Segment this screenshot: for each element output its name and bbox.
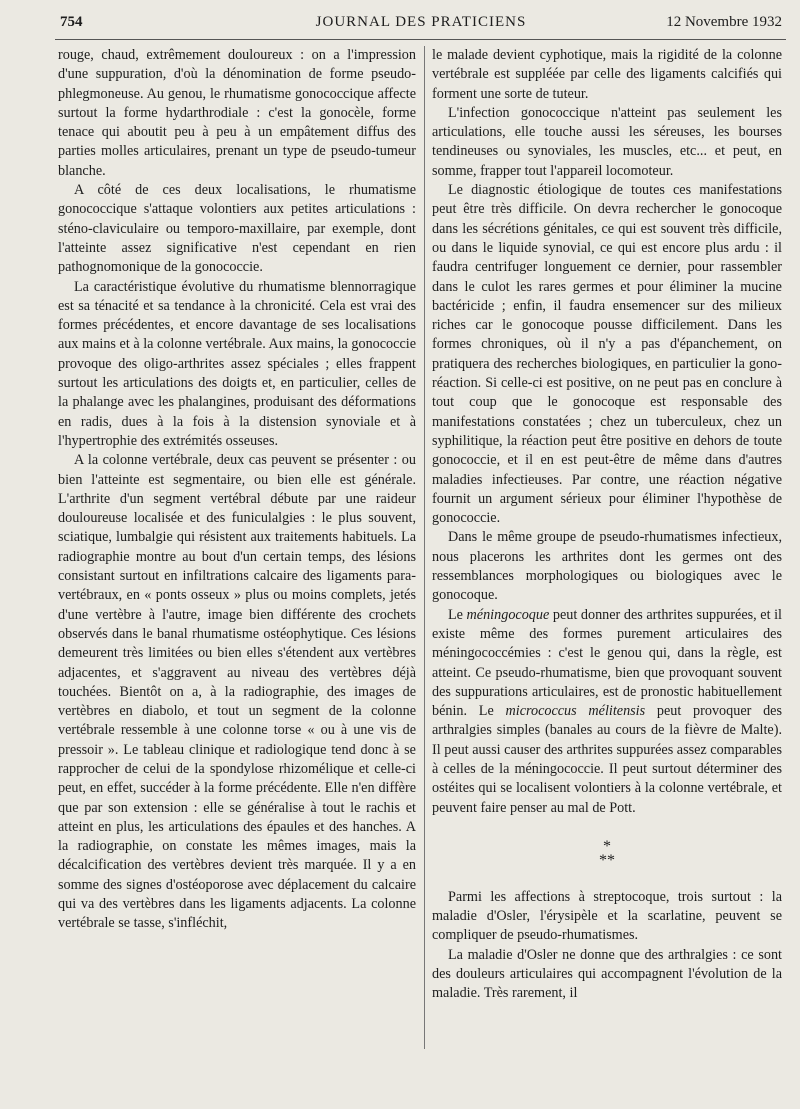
paragraph-text: le malade devient cyphotique, mais la rigidité de la colonne vertébrale est suppléée par celle des ligaments calcifiés qui forment une sorte de tuteur. bbox=[432, 47, 782, 102]
asterism-mark: ** bbox=[599, 851, 615, 869]
paragraph bbox=[58, 181, 416, 277]
paragraph bbox=[432, 528, 782, 605]
paragraph bbox=[58, 278, 416, 452]
asterism-mark: * bbox=[603, 837, 611, 855]
paragraph bbox=[432, 606, 782, 818]
paragraph-text: La caractéristique évolutive du rhumatisme blennorragique est sa ténacité et sa tendance à la chronicité. Cela est vrai des formes précédentes, et encore davantage de ses localisations aux mains et à la colonne vertébrale. Aux mains, la gonococcie provoque des oligo-arthrites assez spéciales ; elles frappent surtout les articulations des doigts et, en particulier, celles de la phalange avec les phalangines, produisant des déformations en radis, dues à la fois à la distension synoviale et à l'hypertrophie des extrémités osseuses. bbox=[58, 278, 416, 449]
journal-title: JOURNAL DES PRATICIENS bbox=[315, 14, 527, 30]
paragraph bbox=[432, 888, 782, 946]
paragraph bbox=[432, 181, 782, 528]
paragraph-text: Dans le même groupe de pseudo-rhumatismes infectieux, nous placerons les arthrites dont les germes ont des ressemblances morphologiques ou biologiques avec le gonocoque. bbox=[432, 529, 782, 604]
italic-term: méningocoque bbox=[466, 606, 550, 623]
paragraph-text: Parmi les affections à streptocoque, trois surtout : la maladie d'Osler, l'érysipèle et la scarlatine, peuvent se compliquer de pseudo-rhumatismes. bbox=[432, 888, 782, 944]
paragraph-text: peut donner des arthrites suppurées, et il existe même des formes purement articulaires des méningococcémies : c'est le genou qui, dans la règle, est atteint. Ce pseudo-rhumatisme, bien que provoquant souvent des suppurations articulaires, est de pronostic habituellement bénin. Le bbox=[432, 606, 782, 720]
paragraph-text: A côté de ces deux localisations, le rhumatisme gonococcique s'attaque volontiers aux petites articulations : sténo-claviculaire ou temporo-maxillaire, par exemple, dont l'atteinte assez significative n'est cependant en rien pathognomonique de la gonococcie. bbox=[58, 182, 416, 276]
paragraph bbox=[58, 46, 416, 181]
right-column bbox=[432, 46, 782, 1069]
running-header bbox=[60, 14, 782, 36]
paragraph-text: A la colonne vertébrale, deux cas peuvent se présenter : ou bien l'atteinte est segmentaire, ou bien elle est générale. L'arthrite d'un segment vertébral débute par une raideur douloureuse localisée et des funiculalgies : le plus souvent, sciatique, lumbalgie qui résistent aux traitements habituels. La radiographie montre au bout d'un certain temps, des lésions consistant surtout en infiltrations calcaire des ligaments para-vertébraux, en « ponts osseux » plus ou moins complets, jetés d'une vertèbre à l'autre, image bien différente des crochets observés dans le banal rhumatisme ostéophytique. Ces lésions demeurent très limitées ou bien elles s'étendent aux vertèbres adjacentes, et s'aggravent au niveau des vertèbres déjà touchées. Bientôt on a, à la radiographie, des images de vertèbres en diabolo, et tout un segment de la colonne vertébrale ressemble à une colonne torse « ou à une vis de pressoir ». Le tableau clinique et radiologique tend donc à se rapprocher de celui de la spondylose rhizomélique et celle-ci peut, en effet, succéder à la forme précédente. Elle n'en diffère que par son extension : elle se généralise à tout le rachis et atteint en plus, les articulations des épaules et des hanches. A la radiographie, on constate les mêmes images, mais la décalcification des vertèbres devient très marquée. Il y a en somme des signes d'ostéoporose avec déplacement du calcaire qui va des vertèbres dans les ligaments adjacents. La colonne vertébrale se tasse, s'infléchit, bbox=[58, 452, 416, 932]
issue-date: 12 Novembre 1932 bbox=[666, 14, 782, 30]
paragraph-text: Le bbox=[448, 606, 467, 623]
column-divider bbox=[424, 46, 425, 1049]
paragraph-text: rouge, chaud, extrêmement douloureux : on a l'impression d'une suppuration, d'où la dénomination de forme pseudo-phlegmoneuse. Au genou, le rhumatisme gonococcique affecte surtout la forme hydarthrodiale : c'est la gonocèle, forme tenace qui aboutit peu à peu à un empâtement diffus des parties molles articulaires, prenant un type de pseudo-tumeur blanche. bbox=[58, 47, 416, 179]
paragraph-text: peut provoquer des arthralgies simples (banales au cours de la fièvre de Malte). Il peut aussi causer des arthrites suppurées assez comparables à celles de la méningococcie. Il peut surtout déterminer des ostéites qui se localisent volontiers à la colonne vertébrale, et peuvent faire penser au mal de Pott. bbox=[432, 703, 782, 816]
paragraph bbox=[58, 451, 416, 933]
paragraph bbox=[432, 46, 782, 104]
left-column bbox=[58, 46, 416, 1069]
paragraph bbox=[432, 946, 782, 1004]
italic-term: micrococcus mélitensis bbox=[505, 703, 646, 720]
paragraph-text: L'infection gonococcique n'atteint pas seulement les articulations, elle touche aussi les séreuses, les bourses tendineuses ou synoviales, les muscles, etc... et peut, en somme, frapper tout l'appareil locomoteur. bbox=[432, 104, 782, 179]
section-asterism bbox=[432, 837, 782, 869]
paragraph-text: Le diagnostic étiologique de toutes ces manifestations peut être très difficile. On devra rechercher le gonocoque dans les sécrétions génitales, ce qui est souvent très difficile, ou dans le liquide synovial, ce qui est encore plus ardu : il faudra centrifuger longuement ce dernier, pour rassembler dans le culot les rares germes et pour éliminer la mucine bactéricide ; enfin, il faudra ensemencer sur des milieux riches car le gonocoque pousse difficilement. Dans les formes chroniques, où il n'y a pas d'épanchement, on pratiquera des recherches biologiques, en particulier la gono-réaction. Si celle-ci est positive, on ne peut pas en conclure à tout coup que le gonocoque est responsable des manifestations constatées ; chez un tuberculeux, chez un syphilitique, la réaction peut être positive en dehors de toute gonococcie, et il en est peut-être de même dans d'autres maladies infectieuses. Par contre, une réaction négative fournit un argument sérieux pour éliminer l'hypothèse de gonococcie. bbox=[432, 182, 782, 527]
page-number: 754 bbox=[60, 14, 83, 30]
paragraph-text: La maladie d'Osler ne donne que des arthralgies : ce sont des douleurs articulaires qui accompagnent l'évolution de la maladie. Très rarement, il bbox=[432, 946, 782, 1002]
paragraph bbox=[432, 104, 782, 181]
header-rule bbox=[55, 39, 786, 40]
